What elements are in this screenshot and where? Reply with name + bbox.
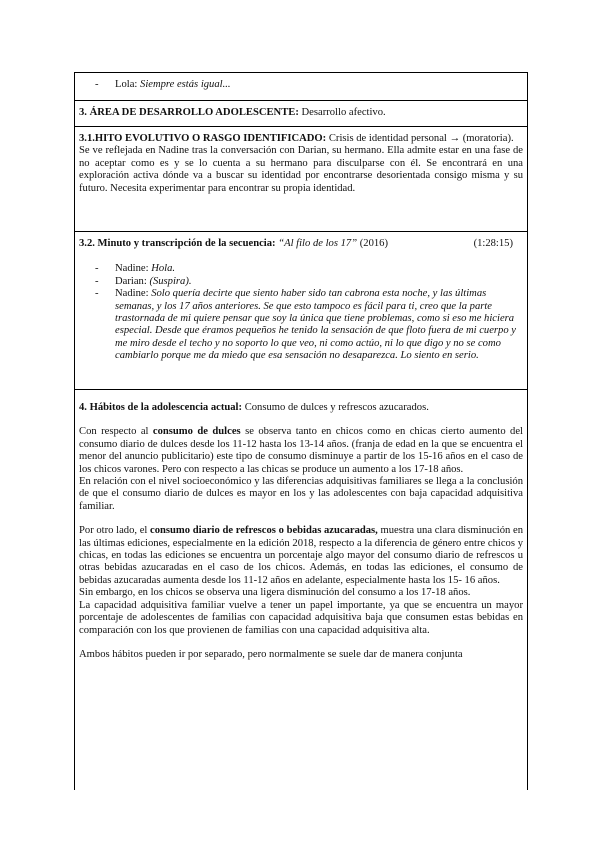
boys-paragraph: Sin embargo, en los chicos se observa una ligera disminución del consumo a los 17-18 años. [79,587,471,599]
conclusion-paragraph: Ambos hábitos pueden ir por separado, pero normalmente se suele dar de manera conjunta [79,648,463,660]
transcript-heading: 3.2. Minuto y transcripción de la secuencia: [79,238,276,249]
film-title: “Al filo de los 17” [278,238,358,249]
film-year: (2016) [359,238,388,249]
sweets-paragraph: Con respecto al consumo de dulces se observa tanto en chicos como en chicas cierto aumento del consumo diario de dulces desde los 11-12 hasta los 13-14 años. (franja de edad en la que se encuentra el menor del anuncio publicitario) este tipo de consumo disminuye a partir de los 15-16 años en el caso de los chicos varones. Pero con respecto a las chicas se produce un aumento a los 17-18 años. [79,426,524,475]
dialogue-row [75,73,527,101]
transcript-row [75,232,527,390]
habits-value: Consumo de dulces y refrescos azucarados. [244,402,429,413]
dialogue-line: - Lola: Siempre estás igual... [79,79,523,91]
habits-row [75,390,527,790]
document-table [74,72,528,790]
milestone-value: Crisis de identidad personal → (moratoria). [328,133,514,144]
milestone-heading: 3.1.HITO EVOLUTIVO O RASGO IDENTIFICADO: [79,133,327,144]
milestone-row [75,127,527,232]
dialogue-line: - Nadine: Hola. [79,263,523,275]
dialogue-line: - Darian: (Suspira). [79,276,523,288]
area-value: Desarrollo afectivo. [301,107,386,118]
timestamp: (1:28:15) [473,238,513,249]
habits-heading: 4. Hábitos de la adolescencia actual: [79,402,243,413]
area-heading: 3. ÁREA DE DESARROLLO ADOLESCENTE: [79,107,299,118]
area-row [75,101,527,127]
drinks-paragraph: Por otro lado, el consumo diario de refrescos o bebidas azucaradas, muestra una clara disminución en las últimas ediciones, especialmente en la edición 2018, respecto a la diferencia de género entre chicos y chicas, en todas las ediciones se encuentra un porcentaje algo mayor del consumo diario de refrescos u otras bebidas azucaradas en el caso de los chicos. Además, en todas las ediciones, el consumo de bebidas azucaradas aumenta desde los 11-12 años en adelante, especialmente hasta los 15- 16 años. [79,525,523,586]
socioeconomic-paragraph: En relación con el nivel socioeconómico y las diferencias adquisitivas familiares se llega a la conclusión de que el consumo diario de dulces es mayor en los y las adolescentes con baja capacidad adquisitiva familiar. [79,476,523,512]
dialogue-line: - Nadine: Solo quería decirte que siento haber sido tan cabrona esta noche, y las últimas semanas, y los 17 años anteriores. Se que esto tampoco es fácil para ti, creo que la parte trastornada de mi quiere pensar que soy la única que tiene problemas, como si eso me hiciera especial. Desde que éramos pequeños he tenido la sensación de que floto fuera de mi cuerpo y me miro desde el techo y no soporto lo que veo, ni como actúo, ni lo que digo y no se como cambiarlo porque me da miedo que esa sensación no desaparezca. Lo siento en serio. [79,288,523,362]
purchasing-paragraph: La capacidad adquisitiva familiar vuelve a tener un papel importante, ya que se encuentra un mayor porcentaje de adolescentes de familias con capacidad adquisitiva baja que consumen estas bebidas en comparación con los que provienen de familias con una capacidad adquisitiva alta. [79,599,523,636]
milestone-body: Se ve reflejada en Nadine tras la conversación con Darian, su hermano. Ella admite estar en una fase de no aceptar como es y se lo cuenta a su hermano para disculparse con él. Se encontrará en una exploración activa dónde va a buscar su identidad por encontrarse desorientada consigo misma y su futuro. Necesita experimentar para encontrar su propia identidad. [79,145,523,194]
